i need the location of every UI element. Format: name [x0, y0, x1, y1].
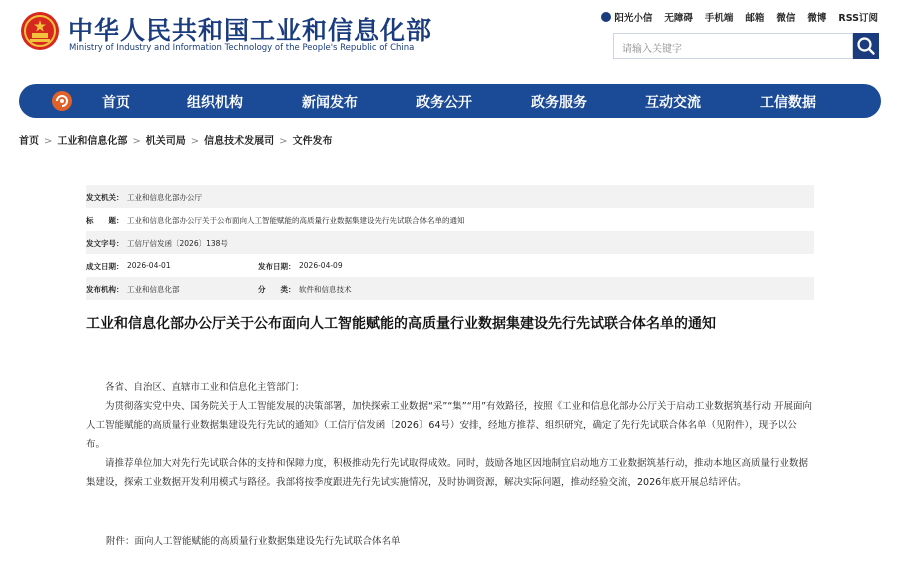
top-link-sunshine[interactable]: 阳光小信 [601, 10, 652, 24]
site-title-english: Ministry of Industry and Information Technology of the People's Republic of China [69, 43, 415, 53]
top-link-wechat[interactable]: 微信 [776, 13, 796, 24]
top-link-mobile[interactable]: 手机端 [704, 13, 734, 24]
nav-data[interactable]: 工信数据 [760, 95, 816, 111]
meta-row-title [86, 208, 814, 231]
breadcrumb-documents[interactable]: 文件发布 [292, 136, 333, 147]
sunshine-icon [601, 12, 611, 22]
national-emblem-icon [20, 11, 60, 51]
breadcrumb-separator: > [190, 136, 200, 147]
meta-created-label: 成文日期： [86, 262, 124, 271]
breadcrumb-home[interactable]: 首页 [19, 136, 39, 147]
meta-row-dates [86, 254, 814, 277]
main-nav [19, 84, 881, 118]
breadcrumb-separator: > [44, 136, 53, 147]
salutation: 各省、自治区、直辖市工业和信息化主管部门： [105, 382, 305, 393]
meta-row-issuer [86, 185, 814, 208]
meta-published-label: 发布日期： [258, 262, 296, 271]
breadcrumb-departments[interactable]: 机关司局 [145, 136, 186, 147]
meta-created-value: 2026-04-01 [127, 261, 171, 270]
search-placeholder: 请输入关键字 [622, 44, 682, 55]
document-metadata [86, 185, 814, 300]
attachment-link[interactable]: 附件：面向人工智能赋能的高质量行业数据集建设先行先试联合体名单 [106, 536, 401, 547]
breadcrumb-separator: > [279, 136, 288, 147]
nav-home[interactable]: 首页 [102, 95, 130, 111]
paragraph-1: 为贯彻落实党中央、国务院关于人工智能发展的决策部署，加快探索工业数据“采”“集”“用”有效路径，按照《工业和信息化部办公厅关于启动工业数据筑基行动 开展面向人工智能赋能的高质量行业数据集建设先行先试的通知》（工信厅信发函〔2026〕64号）安排，经地方推荐、组织研究，确定了先行先试联合体名单（见附件），现予以公布。 [86, 401, 813, 450]
meta-issuer-label: 发文机关： [86, 193, 124, 202]
meta-org-value: 工业和信息化部 [127, 285, 180, 294]
ministry-logo-icon [51, 90, 73, 112]
top-link-email[interactable]: 邮箱 [745, 13, 765, 24]
meta-row-org [86, 277, 814, 300]
search-icon [853, 33, 879, 59]
search-input[interactable] [613, 33, 853, 59]
meta-row-docno [86, 231, 814, 254]
nav-news[interactable]: 新闻发布 [302, 95, 358, 111]
top-links [601, 10, 878, 24]
site-title[interactable]: 中华人民共和国工业和信息化部 [68, 16, 433, 45]
meta-docno-label: 发文字号： [86, 239, 124, 248]
search-bar [613, 33, 877, 59]
breadcrumb-it-department[interactable]: 信息技术发展司 [204, 136, 275, 147]
nav-government-affairs[interactable]: 政务公开 [416, 95, 472, 111]
top-link-rss[interactable]: RSS订阅 [838, 13, 878, 24]
paragraph-2: 请推荐单位加大对先行先试联合体的支持和保障力度，积极推动先行先试取得成效。同时，鼓励各地区因地制宜启动地方工业数据筑基行动，推动本地区高质量行业数据集建设，探索工业数据开发利用模式与路径。我部将按季度跟进先行先试实施情况，及时协调资源，解决实际问题，推动经验交流，2026年底开展总结评估。 [86, 458, 809, 488]
meta-title-value: 工业和信息化部办公厅关于公布面向人工智能赋能的高质量行业数据集建设先行先试联合体名单的通知 [127, 216, 465, 225]
meta-category-label: 分 类： [258, 285, 296, 294]
nav-services[interactable]: 政务服务 [531, 95, 587, 111]
site-header [0, 0, 900, 80]
top-link-accessibility[interactable]: 无障碍 [664, 13, 693, 24]
meta-org-label: 发布机构： [86, 285, 124, 294]
top-link-weibo[interactable]: 微博 [807, 13, 827, 24]
meta-published-value: 2026-04-09 [299, 261, 343, 270]
nav-organization[interactable]: 组织机构 [187, 95, 243, 111]
meta-issuer-value: 工业和信息化部办公厅 [127, 193, 202, 202]
breadcrumb-separator: > [132, 136, 141, 147]
meta-title-label: 标 题： [86, 216, 124, 225]
breadcrumb [19, 132, 333, 147]
search-button[interactable] [853, 33, 879, 59]
meta-category-value: 软件和信息技术 [299, 285, 352, 294]
meta-docno-value: 工信厅信发函〔2026〕138号 [127, 239, 228, 248]
breadcrumb-ministry[interactable]: 工业和信息化部 [57, 136, 128, 147]
nav-interaction[interactable]: 互动交流 [645, 95, 701, 111]
document-title: 工业和信息化部办公厅关于公布面向人工智能赋能的高质量行业数据集建设先行先试联合体名单的通知 [86, 316, 716, 332]
